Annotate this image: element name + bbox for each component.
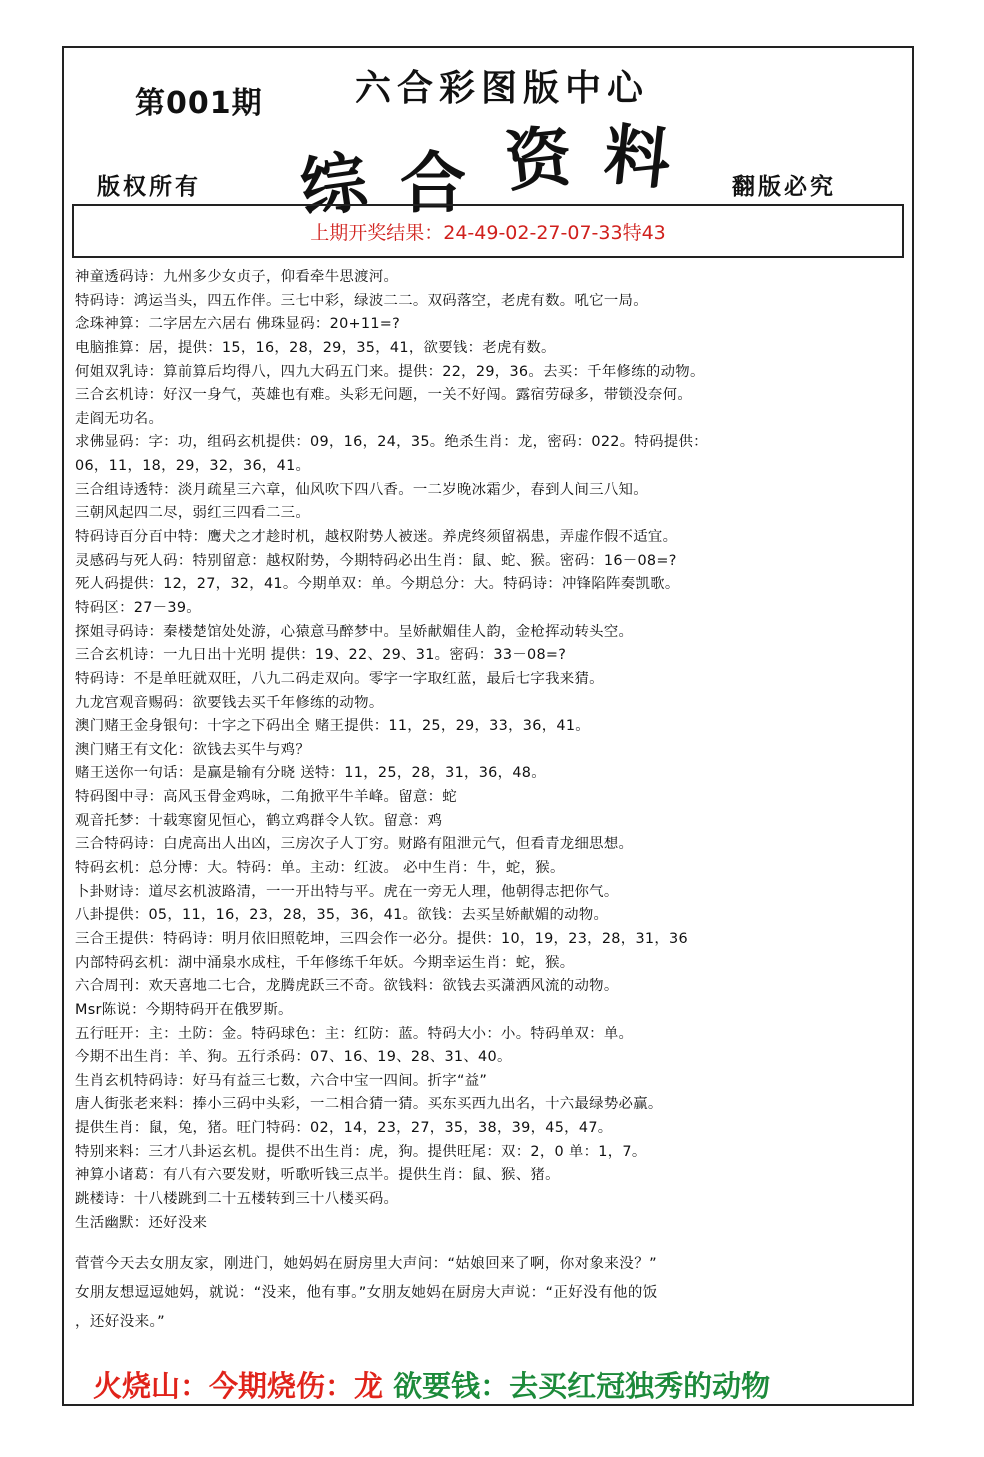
content-line: 三合特码诗：白虎高出人出凶，三房次子人丁穷。财路有阻泄元气，但看青龙细思想。	[75, 836, 634, 853]
big-title-char-1: 综	[295, 141, 372, 229]
last-result-text: 上期开奖结果：24-49-02-27-07-33特43	[310, 221, 666, 244]
big-title-char-2: 合	[400, 144, 466, 222]
content-line: 三合王提供：特码诗：明月依旧照乾坤，三四会作一必分。提供：10，19，23，28，31，36	[75, 930, 688, 947]
big-title-char-4: 料	[600, 114, 675, 200]
content-lines	[75, 266, 910, 1235]
content-line: 观音托梦：十载寒窗见恒心，鹤立鸡群令人钦。留意：鸡	[75, 812, 443, 829]
content-line: 特别来料：三才八卦运玄机。提供不出生肖：虎，狗。提供旺尾：双：2，0 单：1，7。	[75, 1143, 647, 1160]
content-line: 九龙宫观音赐码：欲要钱去买千年修练的动物。	[75, 694, 384, 711]
content-line: 生活幽默：还好没来	[75, 1214, 208, 1231]
content-line: 06，11，18，29，32，36，41。	[75, 458, 311, 475]
content-line: 特码玄机：总分博：大。特码：单。主动：红波。 必中生肖：牛，蛇，猴。	[75, 860, 565, 877]
content-line: 赌王送你一句话：是赢是输有分晓 送特：11，25，28，31，36，48。	[75, 765, 546, 782]
content-line: 唐人街张老来料：捧小三码中头彩，一二相合猜一猜。买东买西九出名，十六最绿势必赢。	[75, 1096, 663, 1113]
content-line: 六合周刊：欢天喜地二七合，龙腾虎跃三不奇。欲钱料：欲钱去买潇洒风流的动物。	[75, 978, 619, 995]
content-line: 澳门赌王金身银句：十字之下码出全 赌王提供：11，25，29，33，36，41。	[75, 718, 590, 735]
piracy-label: 翻版必究	[732, 173, 836, 200]
story-line: ，还好没来。”	[75, 1314, 166, 1330]
content-line: 特码区：27－39。	[75, 599, 201, 616]
content-line: 灵感码与死人码：特别留意：越权附势，今期特码必出生肖：鼠、蛇、猴。密码：16－08=?	[75, 552, 677, 569]
content-line: 特码诗百分百中特：鹰犬之才趁时机，越权附势人被迷。养虎终须留祸患，弄虚作假不适宜。	[75, 529, 678, 546]
center-name: 六合彩图版中心	[355, 67, 650, 109]
content-line: 特码诗：不是单旺就双旺，八九二码走双向。零字一字取红蓝，最后七字我来猜。	[75, 670, 604, 687]
content-line: 走阎无功名。	[75, 410, 164, 427]
content-line: 电脑推算：居，提供：15，16，28，29，35，41，欲要钱：老虎有数。	[75, 339, 556, 356]
footer-buy: 欲要钱：去买红冠独秀的动物	[393, 1369, 771, 1403]
content-line: 卜卦财诗：道尽玄机波路清，一一开出特与平。虎在一旁无人理，他朝得志把你气。	[75, 883, 619, 900]
content-line: 三合玄机诗：好汉一身气，英雄也有难。头彩无问题，一关不好闯。露宿劳碌多，带锁没奈何。	[75, 387, 693, 404]
big-title-char-3: 资	[501, 116, 576, 202]
humor-story	[75, 1250, 905, 1337]
last-result-box	[72, 204, 904, 258]
footer-banner	[93, 1364, 770, 1405]
content-line: 特码诗：鸿运当头，四五作伴。三七中彩，绿波二二。双码落空，老虎有数。吼它一局。	[75, 292, 648, 309]
story-line: 菅菅今天去女朋友家，刚进门，她妈妈在厨房里大声问：“姑娘回来了啊，你对象来没？”	[75, 1256, 658, 1272]
content-line: 特码图中寻：高风玉骨金鸡咏，二角掀平牛羊峰。留意：蛇	[75, 789, 457, 806]
content-line: 神算小诸葛：有八有六要发财，听歌听钱三点半。提供生肖：鼠、猴、猪。	[75, 1167, 560, 1184]
footer-burn: 火烧山：今期烧伤：龙	[93, 1369, 384, 1403]
content-line: Msr陈说：今期特码开在俄罗斯。	[75, 1001, 293, 1018]
content-line: 死人码提供：12，27，32，41。今期单双：单。今期总分：大。特码诗：冲锋陷阵奏凯歌。	[75, 576, 680, 593]
copyright-label: 版权所有	[97, 173, 201, 200]
content-line: 探姐寻码诗：秦楼楚馆处处游，心猿意马醉梦中。呈娇献媚佳人韵，金枪挥动转头空。	[75, 623, 634, 640]
story-line: 女朋友想逗逗她妈，就说：“没来，他有事。”女朋友她妈在厨房大声说：“正好没有他的饭	[75, 1285, 658, 1301]
content-line: 三朝风起四二尽，弱红三四看二三。	[75, 505, 311, 522]
content-line: 三合组诗透特：淡月疏星三六章，仙风吹下四八香。一二岁晚冰霜少，春到人间三八知。	[75, 481, 648, 498]
content-line: 内部特码玄机：湖中涌泉水成柱，千年修练千年妖。今期幸运生肖：蛇，猴。	[75, 954, 575, 971]
content-line: 八卦提供：05，11，16，23，28，35，36，41。欲钱：去买呈娇献媚的动物。	[75, 907, 609, 924]
issue-number: 第001期	[135, 86, 263, 121]
content-line: 生肖玄机特码诗：好马有益三七数，六合中宝一四间。折字“益”	[75, 1072, 488, 1089]
content-line: 今期不出生肖：羊、狗。五行杀码：07、16、19、28、31、40。	[75, 1049, 512, 1066]
content-line: 提供生肖：鼠，兔，猪。旺门特码：02，14，23，27，35，38，39，45，47。	[75, 1120, 613, 1137]
content-line: 五行旺开：主：土防：金。特码球色：主：红防：蓝。特码大小：小。特码单双：单。	[75, 1025, 634, 1042]
content-line: 跳楼诗：十八楼跳到二十五楼转到三十八楼买码。	[75, 1190, 399, 1207]
content-line: 念珠神算：二字居左六居右 佛珠显码：20+11=?	[75, 316, 401, 333]
content-line: 求佛显码：字：功，组码玄机提供：09，16，24，35。绝杀生肖：龙，密码：022。特码提供：	[75, 434, 708, 451]
big-title	[295, 110, 720, 229]
content-line: 何姐双乳诗：算前算后均得八，四九大码五门来。提供：22，29，36。去买：千年修练的动物。	[75, 363, 705, 380]
content-line: 三合玄机诗：一九日出十光明 提供：19、22、29、31。密码：33－08=?	[75, 647, 567, 664]
content-line: 神童透码诗：九州多少女贞子，仰看牵牛思渡河。	[75, 269, 399, 285]
content-line: 澳门赌王有文化：欲钱去买牛与鸡？	[75, 741, 311, 758]
